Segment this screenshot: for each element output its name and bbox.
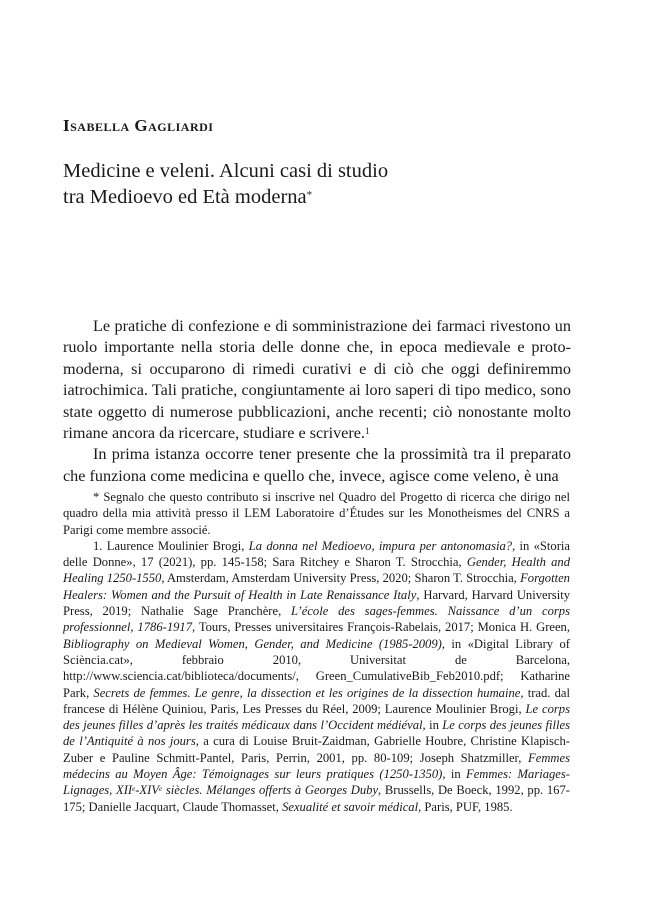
footnote-1 — [63, 538, 570, 815]
note-text: 1. Laurence Moulinier Brogi, — [93, 538, 249, 553]
italic-title-text: Sexualité et savoir médical — [282, 799, 419, 814]
italic-title-text: Le corps des jeunes filles de l’Antiquité à nos jours — [63, 718, 570, 749]
italic-title-text: Secrets de femmes. Le genre, la dissection et les origines de la dissection humaine — [93, 685, 521, 700]
italic-title-text: L’école des sages-femmes. Naissance d’un corps professionnel, 1786-1917 — [63, 604, 570, 635]
italic-title-text: La donna nel Medioevo, impura per antonomasia? — [248, 538, 513, 553]
paragraph: In prima istanza occorre tener presente che la prossimità tra il preparato che funziona come medicina e quello che, invece, agisce come veleno, è una — [63, 445, 571, 485]
italic-title-text: Forgotten Healers: Women and the Pursuit of Health in Late Renaissance Italy — [63, 571, 570, 602]
note-text: , in «Digital Library of Sciència.cat», febbraio 2010, Universitat de Barcelona, http://www.sciencia.cat/biblioteca/documents/, Green_CumulativeBib_Feb2010.pdf; Katharine Park, — [63, 636, 570, 700]
footnote-star: * Segnalo che questo contributo si inscrive nel Quadro del Progetto di ricerca che dirigo nel quadro della mia attività presso il LEM Laboratoire d’Études sur les Monotheismes del CNRS a Parigi come membre associé. — [63, 490, 570, 537]
note-text: , trad. dal francese di Hélène Quiniou, Paris, Les Presses du Réel, 2009; Laurence Moulinier Brogi, — [63, 685, 570, 716]
italic-title-text: Le corps des jeunes filles d’après les traités médicaux dans l’Occident médiéval — [63, 701, 570, 733]
note-text: , Brussells, De Boeck, 1992, pp. 167-175; Danielle Jacquart, Claude Thomasset, — [63, 783, 570, 814]
note-text: , Harvard, Harvard University Press, 2019; Nathalie Sage Pranchère, — [63, 587, 571, 619]
body-text — [63, 316, 571, 487]
italic-title-text: Femmes: Mariages-Lignages, XII — [63, 767, 570, 798]
author-name: Isabella Gagliardi — [63, 116, 214, 135]
paragraph — [63, 316, 571, 444]
footnote-reference: 1 — [364, 426, 370, 437]
title-line-2: tra Medioevo ed Età moderna — [63, 186, 307, 208]
paragraph-text: Le pratiche di confezione e di somministrazione dei farmaci rivestono un ruolo importante nella storia delle donne che, in epoca medievale e proto-moderna, si occuparono di rimedi curativi e di ciò che oggi definiremmo iatrochimica. Tali pratiche, congiuntamente ai loro saperi di tipo medico, sono state oggetto di numerose pubblicazioni, anche recenti; ciò nonostante molto rimane ancora da ricercare, studiare e scrivere. — [63, 317, 571, 443]
note-text: , a cura di Louise Bruit-Zaidman, Gabrielle Houbre, Christine Klapisch-Zuber e Pauline Schmitt-Pantel, Paris, Perrin, 2001, pp. 80-109; Joseph Shatzmiller, — [63, 734, 571, 765]
title-line-1: Medicine e veleni. Alcuni casi di studio — [63, 160, 389, 182]
article-title — [63, 158, 563, 210]
note-text: , in — [442, 767, 467, 782]
italic-title-text: siècles. Mélanges offerts à Georges Duby — [162, 783, 379, 798]
note-text: , in «Storia delle Donne», 17 (2021), pp. 145-158; Sara Ritchey e Sharon T. Strocchia, — [63, 538, 570, 570]
note-text: , Paris, PUF, 1985. — [418, 799, 513, 814]
superscript-text: e — [132, 785, 136, 794]
note-text: , Tours, Presses universitaires François-Rabelais, 2017; Monica H. Green, — [192, 620, 571, 635]
note-text: , Amsterdam, Amsterdam University Press, 2020; Sharon T. Strocchia, — [161, 571, 521, 586]
note-text: , in — [422, 718, 443, 733]
italic-title-text: Bibliography on Medieval Women, Gender, and Medicine (1985-2009) — [63, 636, 442, 651]
footnotes — [63, 489, 570, 815]
superscript-text: e — [159, 785, 163, 794]
italic-title-text: Femmes médecins au Moyen Âge: Témoignages sur leurs pratiques (1250-1350) — [63, 750, 570, 782]
title-footnote-mark: * — [306, 189, 313, 201]
italic-title-text: -XIV — [135, 783, 160, 798]
italic-title-text: Gender, Health and Healing 1250-1550 — [63, 555, 570, 586]
